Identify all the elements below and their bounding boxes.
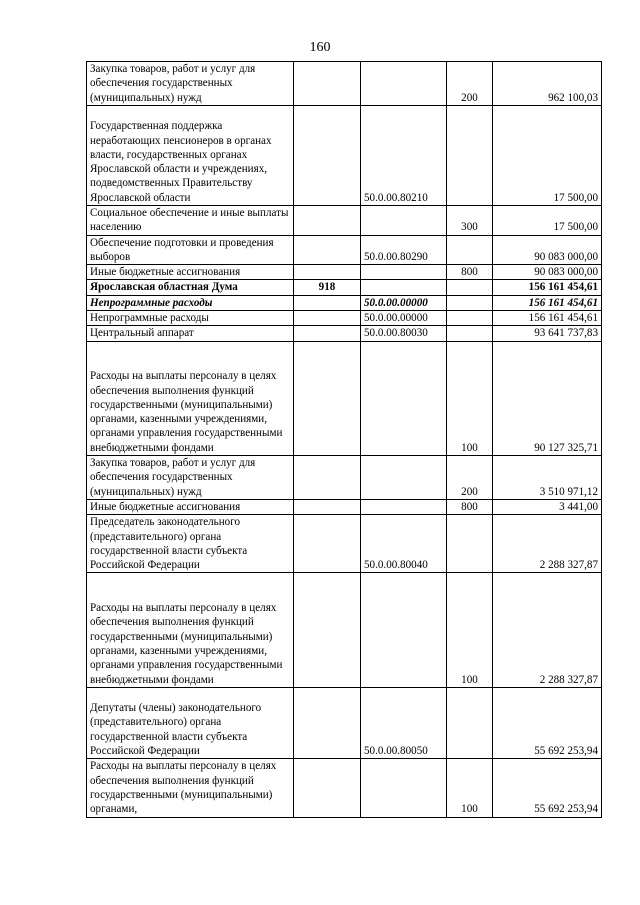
row-csr-cell — [361, 205, 447, 235]
row-vr-cell: 300 — [447, 205, 493, 235]
row-vr-cell — [447, 326, 493, 341]
table-row — [87, 105, 602, 205]
row-sum-cell: 90 083 000,00 — [493, 235, 602, 265]
row-name-cell: Непрограммные расходы — [87, 295, 294, 310]
row-csr-cell — [361, 759, 447, 817]
table-row — [87, 515, 602, 573]
budget-table — [86, 61, 602, 818]
row-name-cell: Государственная поддержка неработающих пенсионеров в органах власти, государственных органах Ярославской области и учреждениях, подведомственных Правительству Ярославской области — [87, 105, 294, 205]
row-vr-cell: 200 — [447, 62, 493, 106]
row-name-cell: Обеспечение подготовки и проведения выборов — [87, 235, 294, 265]
row-sum-cell: 156 161 454,61 — [493, 295, 602, 310]
table-row — [87, 687, 602, 759]
row-code-cell — [294, 265, 361, 280]
row-sum-cell: 3 441,00 — [493, 499, 602, 514]
row-code-cell — [294, 62, 361, 106]
row-name-cell: Иные бюджетные ассигнования — [87, 265, 294, 280]
page-number: 160 — [309, 40, 331, 55]
row-code-cell — [294, 759, 361, 817]
row-sum-cell: 17 500,00 — [493, 105, 602, 205]
table-row — [87, 235, 602, 265]
row-sum-cell: 2 288 327,87 — [493, 573, 602, 687]
row-sum-cell: 55 692 253,94 — [493, 687, 602, 759]
table-row — [87, 499, 602, 514]
row-name-cell: Закупка товаров, работ и услуг для обеспечения государственных (муниципальных) нужд — [87, 456, 294, 500]
row-sum-cell: 93 641 737,83 — [493, 326, 602, 341]
row-name-cell: Расходы на выплаты персоналу в целях обеспечения выполнения функций государственными (муниципальными) органами, казенными учреждениями, органами управления государственными внебюджетными фондами — [87, 341, 294, 455]
table-row — [87, 265, 602, 280]
row-code-cell — [294, 105, 361, 205]
row-csr-cell: 50.0.00.00000 — [361, 311, 447, 326]
row-sum-cell: 17 500,00 — [493, 205, 602, 235]
row-sum-cell: 90 127 325,71 — [493, 341, 602, 455]
row-code-cell — [294, 205, 361, 235]
table-row — [87, 326, 602, 341]
row-vr-cell — [447, 295, 493, 310]
row-code-cell — [294, 573, 361, 687]
row-csr-cell — [361, 265, 447, 280]
row-csr-cell: 50.0.00.80210 — [361, 105, 447, 205]
row-vr-cell: 200 — [447, 456, 493, 500]
row-code-cell — [294, 326, 361, 341]
row-name-cell: Ярославская областная Дума — [87, 280, 294, 295]
table-row — [87, 311, 602, 326]
row-csr-cell — [361, 573, 447, 687]
table-row — [87, 341, 602, 455]
row-name-cell: Расходы на выплаты персоналу в целях обеспечения выполнения функций государственными (муниципальными) органами, — [87, 759, 294, 817]
row-sum-cell: 55 692 253,94 — [493, 759, 602, 817]
row-sum-cell: 156 161 454,61 — [493, 311, 602, 326]
row-csr-cell — [361, 499, 447, 514]
row-code-cell — [294, 341, 361, 455]
row-sum-cell: 156 161 454,61 — [493, 280, 602, 295]
row-csr-cell: 50.0.00.80040 — [361, 515, 447, 573]
row-sum-cell: 962 100,03 — [493, 62, 602, 106]
table-row — [87, 456, 602, 500]
row-csr-cell: 50.0.00.80030 — [361, 326, 447, 341]
table-row — [87, 62, 602, 106]
row-vr-cell: 100 — [447, 341, 493, 455]
row-vr-cell — [447, 687, 493, 759]
row-csr-cell: 50.0.00.80050 — [361, 687, 447, 759]
table-row — [87, 573, 602, 687]
row-code-cell — [294, 515, 361, 573]
row-name-cell: Иные бюджетные ассигнования — [87, 499, 294, 514]
row-vr-cell — [447, 280, 493, 295]
row-csr-cell: 50.0.00.80290 — [361, 235, 447, 265]
row-vr-cell — [447, 311, 493, 326]
row-code-cell — [294, 456, 361, 500]
row-vr-cell: 800 — [447, 265, 493, 280]
budget-table-body — [87, 62, 602, 818]
table-row — [87, 295, 602, 310]
row-name-cell: Председатель законодательного (представительного) органа государственной власти субъекта Российской Федерации — [87, 515, 294, 573]
table-row — [87, 759, 602, 817]
row-vr-cell — [447, 235, 493, 265]
row-name-cell: Непрограммные расходы — [87, 311, 294, 326]
row-code-cell — [294, 311, 361, 326]
row-name-cell: Социальное обеспечение и иные выплаты населению — [87, 205, 294, 235]
row-csr-cell — [361, 341, 447, 455]
row-csr-cell — [361, 280, 447, 295]
row-sum-cell: 3 510 971,12 — [493, 456, 602, 500]
row-csr-cell — [361, 62, 447, 106]
row-name-cell: Депутаты (члены) законодательного (представительного) органа государственной власти субъекта Российской Федерации — [87, 687, 294, 759]
row-vr-cell — [447, 105, 493, 205]
row-code-cell — [294, 295, 361, 310]
row-code-cell — [294, 499, 361, 514]
table-row — [87, 205, 602, 235]
row-csr-cell: 50.0.00.00000 — [361, 295, 447, 310]
row-name-cell: Расходы на выплаты персоналу в целях обеспечения выполнения функций государственными (муниципальными) органами, казенными учреждениями, органами управления государственными внебюджетными фондами — [87, 573, 294, 687]
row-vr-cell — [447, 515, 493, 573]
row-vr-cell: 800 — [447, 499, 493, 514]
row-name-cell: Закупка товаров, работ и услуг для обеспечения государственных (муниципальных) нужд — [87, 62, 294, 106]
row-code-cell: 918 — [294, 280, 361, 295]
row-name-cell: Центральный аппарат — [87, 326, 294, 341]
row-sum-cell: 2 288 327,87 — [493, 515, 602, 573]
row-vr-cell: 100 — [447, 759, 493, 817]
table-row — [87, 280, 602, 295]
row-csr-cell — [361, 456, 447, 500]
row-vr-cell: 100 — [447, 573, 493, 687]
row-sum-cell: 90 083 000,00 — [493, 265, 602, 280]
row-code-cell — [294, 687, 361, 759]
row-code-cell — [294, 235, 361, 265]
